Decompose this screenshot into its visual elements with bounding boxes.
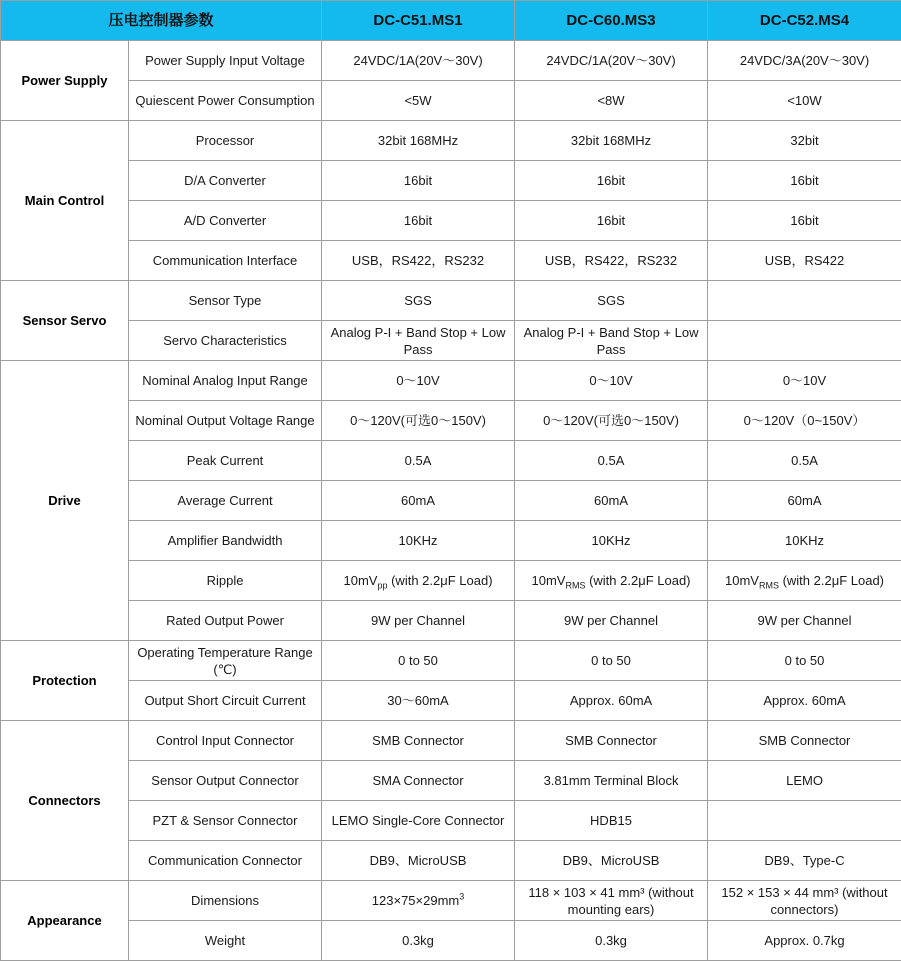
model-header-2: DC-C60.MS3: [515, 1, 708, 41]
value-cell: [708, 561, 901, 601]
table-row: [1, 201, 901, 241]
value-cell: 24VDC/1A(20V～30V): [515, 41, 708, 81]
param-label: D/A Converter: [129, 161, 322, 201]
ripple-load: (with 2.2μF Load): [585, 573, 691, 588]
table-row: [1, 841, 901, 881]
value-cell: 3.81mm Terminal Block: [515, 761, 708, 801]
param-label: Weight: [129, 921, 322, 961]
value-cell: USB，RS422，RS232: [322, 241, 515, 281]
param-label: Sensor Output Connector: [129, 761, 322, 801]
value-cell: 0 to 50: [322, 641, 515, 681]
model-header-1: DC-C51.MS1: [322, 1, 515, 41]
table-row: [1, 121, 901, 161]
value-cell: DB9、Type-C: [708, 841, 901, 881]
value-cell: SGS: [322, 281, 515, 321]
value-cell: Analog P-I + Band Stop + Low Pass: [322, 321, 515, 361]
value-cell: 10KHz: [708, 521, 901, 561]
table-row: [1, 41, 901, 81]
value-cell: 10KHz: [515, 521, 708, 561]
table-row: [1, 721, 901, 761]
param-label: A/D Converter: [129, 201, 322, 241]
value-cell: [708, 801, 901, 841]
value-cell: Approx. 60mA: [515, 681, 708, 721]
param-label: Nominal Output Voltage Range: [129, 401, 322, 441]
value-cell: 9W per Channel: [515, 601, 708, 641]
value-cell: 9W per Channel: [322, 601, 515, 641]
group-main-control: Main Control: [1, 121, 129, 281]
group-power-supply: Power Supply: [1, 41, 129, 121]
value-cell: 152 × 153 × 44 mm³ (without connectors): [708, 881, 901, 921]
value-cell: SMB Connector: [708, 721, 901, 761]
param-label: Communication Interface: [129, 241, 322, 281]
value-cell: SMB Connector: [322, 721, 515, 761]
value-cell: 60mA: [515, 481, 708, 521]
value-cell: SMA Connector: [322, 761, 515, 801]
value-cell: 24VDC/3A(20V～30V): [708, 41, 901, 81]
value-cell: 0～120V(可选0～150V): [322, 401, 515, 441]
value-cell: SGS: [515, 281, 708, 321]
value-cell: 16bit: [322, 161, 515, 201]
value-cell: LEMO: [708, 761, 901, 801]
param-label: Ripple: [129, 561, 322, 601]
group-drive: Drive: [1, 361, 129, 641]
param-label: Peak Current: [129, 441, 322, 481]
value-cell: USB，RS422，RS232: [515, 241, 708, 281]
param-label: Communication Connector: [129, 841, 322, 881]
param-label: Rated Output Power: [129, 601, 322, 641]
value-cell: 16bit: [322, 201, 515, 241]
table-row: [1, 161, 901, 201]
value-cell: [708, 321, 901, 361]
table-row: [1, 521, 901, 561]
param-label: Power Supply Input Voltage: [129, 41, 322, 81]
table-title: 压电控制器参数: [1, 1, 322, 41]
value-cell: USB，RS422: [708, 241, 901, 281]
table-row: [1, 801, 901, 841]
value-cell: 24VDC/1A(20V～30V): [322, 41, 515, 81]
table-row: [1, 401, 901, 441]
table-row: [1, 241, 901, 281]
value-cell: 10KHz: [322, 521, 515, 561]
value-cell: 60mA: [708, 481, 901, 521]
value-cell: [322, 561, 515, 601]
value-cell: SMB Connector: [515, 721, 708, 761]
value-cell: DB9、MicroUSB: [322, 841, 515, 881]
table-row: [1, 921, 901, 961]
param-label: PZT & Sensor Connector: [129, 801, 322, 841]
ripple-subscript: pp: [377, 580, 388, 591]
ripple-load: (with 2.2μF Load): [387, 573, 493, 588]
param-label: Output Short Circuit Current: [129, 681, 322, 721]
dimensions-superscript: 3: [459, 891, 465, 902]
value-cell: <10W: [708, 81, 901, 121]
value-cell: Approx. 60mA: [708, 681, 901, 721]
param-label: Processor: [129, 121, 322, 161]
value-cell: 16bit: [515, 161, 708, 201]
value-cell: 0～120V(可选0～150V): [515, 401, 708, 441]
table-row: [1, 641, 901, 681]
ripple-value: 10mV: [725, 573, 759, 588]
table-row: [1, 441, 901, 481]
value-cell: 60mA: [322, 481, 515, 521]
header-row: [1, 1, 901, 41]
group-sensor-servo: Sensor Servo: [1, 281, 129, 361]
value-cell: LEMO Single-Core Connector: [322, 801, 515, 841]
value-cell: HDB15: [515, 801, 708, 841]
value-cell: 0～10V: [515, 361, 708, 401]
value-cell: Approx. 0.7kg: [708, 921, 901, 961]
value-cell: 16bit: [708, 201, 901, 241]
value-cell: 0～10V: [708, 361, 901, 401]
table-row: [1, 761, 901, 801]
ripple-subscript: RMS: [565, 580, 586, 591]
value-cell: Analog P-I + Band Stop + Low Pass: [515, 321, 708, 361]
group-connectors: Connectors: [1, 721, 129, 881]
ripple-load: (with 2.2μF Load): [778, 573, 885, 588]
value-cell: 16bit: [708, 161, 901, 201]
value-cell: 32bit 168MHz: [515, 121, 708, 161]
table-row: [1, 881, 901, 921]
ripple-subscript: RMS: [758, 580, 779, 591]
dimensions-value: 123×75×29mm: [371, 893, 460, 908]
value-cell: DB9、MicroUSB: [515, 841, 708, 881]
table-row: [1, 561, 901, 601]
table-row: [1, 681, 901, 721]
value-cell: 0～120V（0~150V）: [708, 401, 901, 441]
value-cell: <5W: [322, 81, 515, 121]
param-label: Dimensions: [129, 881, 322, 921]
value-cell: 9W per Channel: [708, 601, 901, 641]
value-cell: 0.3kg: [322, 921, 515, 961]
ripple-value: 10mV: [343, 573, 378, 588]
param-label: Servo Characteristics: [129, 321, 322, 361]
ripple-value: 10mV: [531, 573, 566, 588]
value-cell: 16bit: [515, 201, 708, 241]
param-label: Average Current: [129, 481, 322, 521]
value-cell: 0.5A: [708, 441, 901, 481]
value-cell: [515, 561, 708, 601]
value-cell: <8W: [515, 81, 708, 121]
table-row: [1, 601, 901, 641]
param-label: Nominal Analog Input Range: [129, 361, 322, 401]
param-label: Sensor Type: [129, 281, 322, 321]
value-cell: 30～60mA: [322, 681, 515, 721]
param-label: Quiescent Power Consumption: [129, 81, 322, 121]
model-header-3: DC-C52.MS4: [708, 1, 901, 41]
value-cell: 32bit 168MHz: [322, 121, 515, 161]
value-cell: [322, 881, 515, 921]
value-cell: 0～10V: [322, 361, 515, 401]
value-cell: [708, 281, 901, 321]
table-row: [1, 361, 901, 401]
table-row: [1, 481, 901, 521]
value-cell: 0.5A: [322, 441, 515, 481]
param-label: Amplifier Bandwidth: [129, 521, 322, 561]
value-cell: 0.5A: [515, 441, 708, 481]
table-row: [1, 321, 901, 361]
param-label: Operating Temperature Range (℃): [129, 641, 322, 681]
group-appearance: Appearance: [1, 881, 129, 961]
group-protection: Protection: [1, 641, 129, 721]
value-cell: 118 × 103 × 41 mm³ (without mounting ears): [515, 881, 708, 921]
table-row: [1, 81, 901, 121]
value-cell: 0 to 50: [708, 641, 901, 681]
value-cell: 32bit: [708, 121, 901, 161]
value-cell: 0.3kg: [515, 921, 708, 961]
table-row: [1, 281, 901, 321]
value-cell: 0 to 50: [515, 641, 708, 681]
param-label: Control Input Connector: [129, 721, 322, 761]
